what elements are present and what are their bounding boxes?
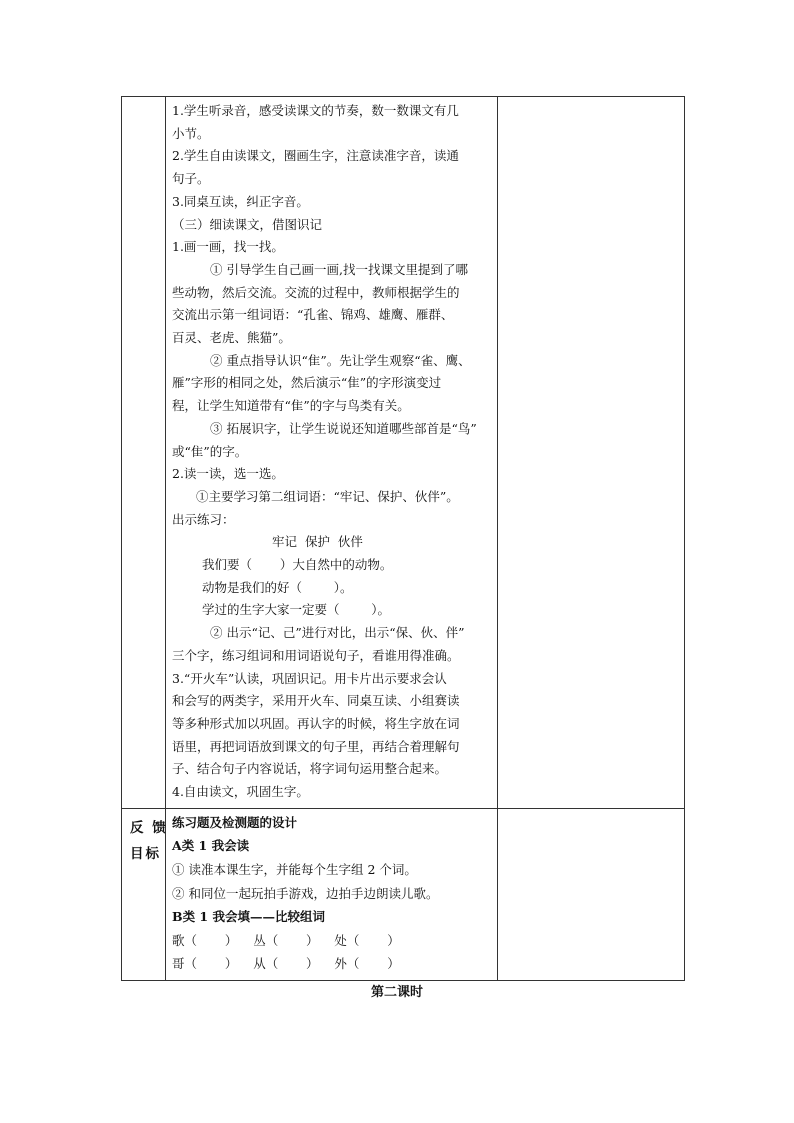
procedure-cell bbox=[166, 97, 498, 809]
text-line: ② 重点指导认识“隹”。先让学生观察“雀、鹰、 bbox=[210, 352, 471, 368]
text-line: 或“隹”的字。 bbox=[172, 443, 248, 459]
text-line: 出示练习： bbox=[172, 511, 235, 527]
feedback-label-cell bbox=[122, 808, 166, 980]
lesson-table bbox=[121, 96, 685, 981]
text-line: 百灵、老虎、熊猫”。 bbox=[172, 330, 291, 346]
label-line: 目标 bbox=[130, 845, 161, 862]
word-bank: 牢记 保护 伙伴 bbox=[272, 534, 363, 550]
text-line: 2.读一读，选一选。 bbox=[172, 466, 284, 482]
empty-label-cell bbox=[122, 97, 166, 809]
text-line: ② 出示“记、己”进行对比，出示“保、伙、伴” bbox=[210, 625, 465, 641]
text-line: 3.同桌互读，纠正字音。 bbox=[172, 193, 309, 209]
category-b-title: B类 1 我会填——比较组词 bbox=[172, 909, 325, 925]
text-line: 4.自由读文，巩固生字。 bbox=[172, 784, 309, 800]
exercise-heading: 练习题及检测题的设计 bbox=[172, 814, 298, 830]
label-line: 反 馈 bbox=[130, 819, 168, 836]
empty-notes-cell bbox=[498, 808, 685, 980]
section-heading: （三）细读课文，借图识记 bbox=[172, 216, 323, 232]
exercise-line: 学过的生字大家一定要（ ）。 bbox=[202, 602, 391, 618]
text-line: 3.“开火车”认读，巩固识记。用卡片出示要求会认 bbox=[172, 670, 447, 686]
text-line: 1.画一画，找一找。 bbox=[172, 239, 284, 255]
fill-in-row: 歌（ ） 丛（ ） 处（ ） bbox=[172, 932, 400, 948]
text-line: 句子。 bbox=[172, 171, 210, 187]
fill-in-row: 哥（ ） 从（ ） 外（ ） bbox=[172, 956, 400, 972]
text-line: 等多种形式加以巩固。再认字的时候，将生字放在词 bbox=[172, 715, 460, 731]
exercise-line: 我们要（ ）大自然中的动物。 bbox=[202, 557, 393, 573]
text-line: 雁”字形的相同之处，然后演示“隹”的字形演变过 bbox=[172, 375, 442, 391]
text-line: 小节。 bbox=[172, 125, 210, 141]
text-line: 子、结合句子内容说话，将字词句运用整合起来。 bbox=[172, 761, 448, 777]
text-line: 和会写的两类字，采用开火车、同桌互读、小组赛读 bbox=[172, 693, 460, 709]
category-a-item: ② 和同位一起玩拍手游戏，边拍手边朗读儿歌。 bbox=[172, 885, 439, 901]
empty-notes-cell bbox=[498, 97, 685, 809]
table-row bbox=[122, 808, 685, 980]
text-line: 交流出示第一组词语：“孔雀、锦鸡、雄鹰、雁群、 bbox=[172, 307, 454, 323]
text-line: ①主要学习第二组词语：“牢记、保护、伙伴”。 bbox=[196, 488, 459, 504]
text-line: 些动物，然后交流。交流的过程中，教师根据学生的 bbox=[172, 284, 460, 300]
text-line: ① 引导学生自己画一画,找一找课文里提到了哪 bbox=[210, 261, 468, 277]
table-row bbox=[122, 97, 685, 809]
category-a-title: A类 1 我会读 bbox=[172, 838, 250, 854]
text-line: 2.学生自由读课文，圈画生字，注意读准字音，读通 bbox=[172, 148, 459, 164]
text-line: ③ 拓展识字，让学生说说还知道哪些部首是“鸟” bbox=[210, 420, 477, 436]
text-line: 三个字，练习组词和用词语说句子，看谁用得准确。 bbox=[172, 647, 460, 663]
exercise-line: 动物是我们的好（ ）。 bbox=[202, 579, 353, 595]
category-a-item: ① 读准本课生字，并能每个生字组 2 个词。 bbox=[172, 861, 417, 877]
text-line: 程，让学生知道带有“隹”的字与鸟类有关。 bbox=[172, 398, 410, 414]
section-title: 第二课时 bbox=[370, 985, 423, 1000]
text-line: 1.学生听录音，感受读课文的节奏，数一数课文有几 bbox=[172, 103, 459, 118]
exercise-design-cell bbox=[166, 808, 498, 980]
text-line: 语里，再把词语放到课文的句子里，再结合着理解句 bbox=[172, 738, 460, 754]
